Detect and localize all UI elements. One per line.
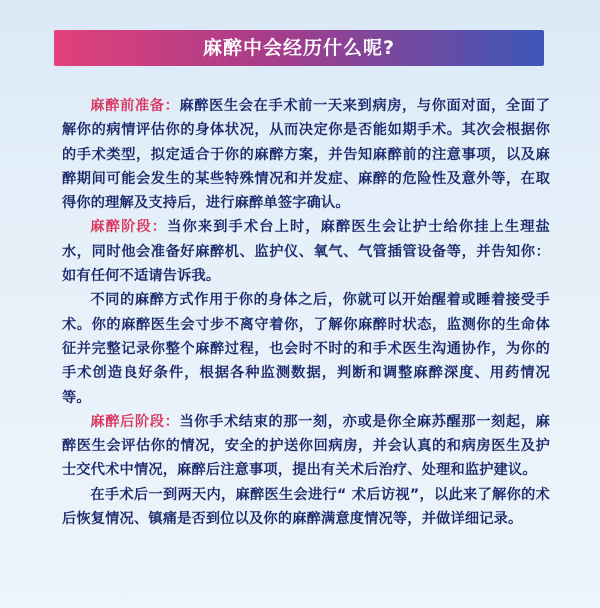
paragraph-during-surgery: [62, 288, 550, 409]
paragraph-label: 麻醉阶段：: [90, 219, 168, 236]
paragraph-label: 麻醉前准备：: [90, 98, 180, 114]
paragraph-text: 当你手术结束的那一刻，亦或是你全麻苏醒那一刻起，麻醉医生会评估你的情况，安全的护送你回病房，并会认真的和病房医生及护士交代术中情况，麻醉后注意事项，提出有关术后治疗、处理和监护建议。: [62, 413, 550, 479]
paragraph-post-anesthesia: [62, 410, 550, 483]
paragraph-text: 麻醉医生会在手术前一天来到病房，与你面对面，全面了解你的病情评估你的身体状况，从而决定你是否能如期手术。其次会根据你的手术类型，拟定适合于你的麻醉方案，并告知麻醉前的注意事项，以及麻醉期间可能会发生的某些特殊情况和并发症、麻醉的危险性及意外等，在取得你的理解及支持后，进行麻醉单签字确认。: [62, 98, 550, 212]
paragraph-followup: [62, 483, 550, 532]
page-title: 麻醉中会经历什么呢?: [54, 30, 544, 66]
article-body: [62, 94, 550, 531]
paragraph-label: 麻醉后阶段：: [90, 413, 180, 430]
paragraph-anesthesia-stage: [62, 215, 550, 288]
paragraph-text: 在手术后一到两天内，麻醉医生会进行“ 术后访视”，以此来了解你的术后恢复情况、镇痛是否到位以及你的麻醉满意度情况等，并做详细记录。: [62, 486, 550, 528]
paragraph-text: 不同的麻醉方式作用于你的身体之后，你就可以开始醒着或睡着接受手术。你的麻醉医生会寸步不离守着你，了解你麻醉时状态，监测你的生命体征并完整记录你整个麻醉过程，也会时不时的和手术医生沟通协作，为你的手术创造良好条件，根据各种监测数据，判断和调整麻醉深度、用药情况等。: [62, 292, 550, 406]
paragraph-text: 当你来到手术台上时，麻醉医生会让护士给你挂上生理盐水，同时他会准备好麻醉机、监护仪、氧气、气管插管设备等，并告知你：如有任何不适请告诉我。: [62, 219, 550, 285]
paragraph-pre-anesthesia: [62, 94, 550, 215]
